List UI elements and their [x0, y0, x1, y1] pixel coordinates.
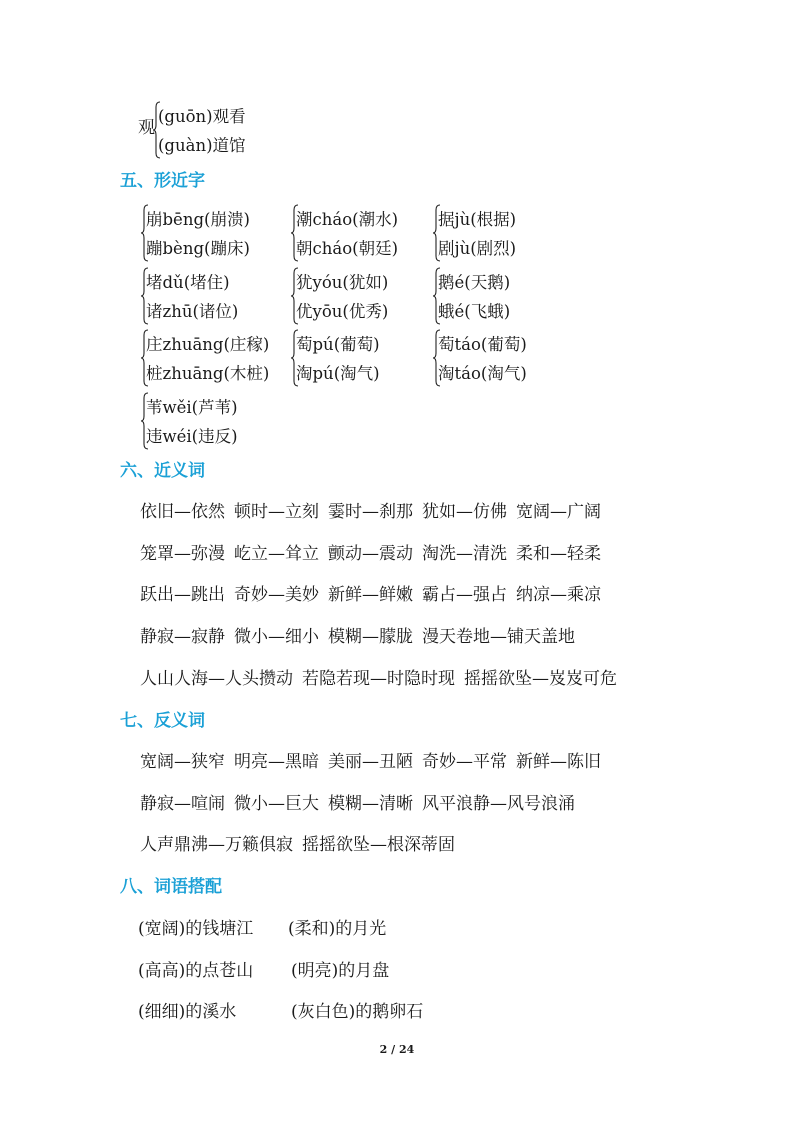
word-pair: 奇妙—美妙 [234, 585, 319, 605]
word-pair: 纳凉—乘凉 [516, 585, 601, 605]
brace-line: 萄táo(葡萄) [438, 335, 527, 354]
word-pair: 屹立—耸立 [234, 544, 319, 564]
section-heading: 五、形近字 [120, 171, 205, 191]
match-phrase: (灰白色)的鹅卵石 [291, 1002, 424, 1022]
word-pair: 漫天卷地—铺天盖地 [422, 627, 575, 647]
word-pair: 微小—细小 [234, 627, 319, 647]
word-row [140, 543, 610, 565]
brace-line: 苇wěi(芦苇) [146, 398, 238, 417]
word-pair: 摇摇欲坠—岌岌可危 [464, 669, 617, 689]
polyphone-character: 观 [138, 118, 155, 138]
word-row [140, 501, 610, 523]
brace-line: 鹅é(天鹅) [438, 273, 511, 292]
word-row [140, 668, 626, 690]
word-row [140, 793, 584, 815]
word-pair: 静寂—寂静 [140, 627, 225, 647]
word-pair: 新鲜—陈旧 [516, 752, 601, 772]
word-pair: 明亮—黑暗 [234, 752, 319, 772]
word-pair: 霸占—强占 [422, 585, 507, 605]
word-pair: 淘洗—清洗 [422, 544, 507, 564]
word-row [140, 834, 464, 856]
match-phrase: (明亮)的月盘 [291, 961, 390, 981]
word-pair: 霎时—刹那 [328, 502, 413, 522]
word-pair: 模糊—朦胧 [328, 627, 413, 647]
section-heading: 七、反义词 [120, 711, 205, 731]
brace-line: 违wéi(违反) [146, 427, 238, 446]
brace-line: 堵dǔ(堵住) [146, 273, 230, 292]
word-pair: 微小—巨大 [234, 794, 319, 814]
brace-line: 淘pú(淘气) [296, 364, 380, 383]
word-pair: 风平浪静—风号浪涌 [422, 794, 575, 814]
word-pair: 新鲜—鲜嫩 [328, 585, 413, 605]
brace-line: 诸zhū(诸位) [146, 302, 239, 321]
page-number: 2 / 24 [379, 1043, 415, 1056]
match-phrase: (宽阔)的钱塘江 [138, 919, 254, 939]
word-pair: 奇妙—平常 [422, 752, 507, 772]
word-pair: 宽阔—狭窄 [140, 752, 225, 772]
brace-line: 庄zhuāng(庄稼) [146, 335, 270, 354]
word-pair: 跃出—跳出 [140, 585, 225, 605]
brace-line: 桩zhuāng(木桩) [146, 364, 270, 383]
word-pair: 人山人海—人头攒动 [140, 669, 293, 689]
word-pair: 柔和—轻柔 [516, 544, 601, 564]
word-pair: 依旧—依然 [140, 502, 225, 522]
section-heading: 八、词语搭配 [120, 877, 222, 897]
match-phrase: (柔和)的月光 [288, 919, 387, 939]
brace-line: 优yōu(优秀) [296, 302, 389, 321]
brace-line: 剧jù(剧烈) [438, 239, 517, 258]
brace-line: 据jù(根据) [438, 210, 517, 229]
brace-line: 蛾é(飞蛾) [438, 302, 511, 321]
word-row [140, 626, 584, 648]
section-heading: 六、近义词 [120, 461, 205, 481]
word-pair: 笼罩—弥漫 [140, 544, 225, 564]
word-pair: 模糊—清晰 [328, 794, 413, 814]
word-pair: 摇摇欲坠—根深蒂固 [302, 835, 455, 855]
brace-line: 崩bēng(崩溃) [146, 210, 250, 229]
brace-line: 犹yóu(犹如) [296, 273, 389, 292]
word-row [140, 751, 610, 773]
brace-line: (guàn)道馆 [158, 136, 246, 155]
word-pair: 顿时—立刻 [234, 502, 319, 522]
brace-line: 蹦bèng(蹦床) [146, 239, 250, 258]
word-pair: 犹如—仿佛 [422, 502, 507, 522]
word-pair: 美丽—丑陋 [328, 752, 413, 772]
word-pair: 宽阔—广阔 [516, 502, 601, 522]
brace-line: 萄pú(葡萄) [296, 335, 380, 354]
match-phrase: (高高)的点苍山 [138, 961, 254, 981]
brace-line: 朝cháo(朝廷) [296, 239, 399, 258]
word-pair: 静寂—喧闹 [140, 794, 225, 814]
brace-line: (guōn)观看 [158, 107, 246, 126]
brace-line: 潮cháo(潮水) [296, 210, 399, 229]
brace-line: 淘táo(淘气) [438, 364, 527, 383]
word-pair: 人声鼎沸—万籁俱寂 [140, 835, 293, 855]
word-row [140, 584, 610, 606]
match-phrase: (细细)的溪水 [138, 1002, 237, 1022]
word-pair: 颤动—震动 [328, 544, 413, 564]
word-pair: 若隐若现—时隐时现 [302, 669, 455, 689]
